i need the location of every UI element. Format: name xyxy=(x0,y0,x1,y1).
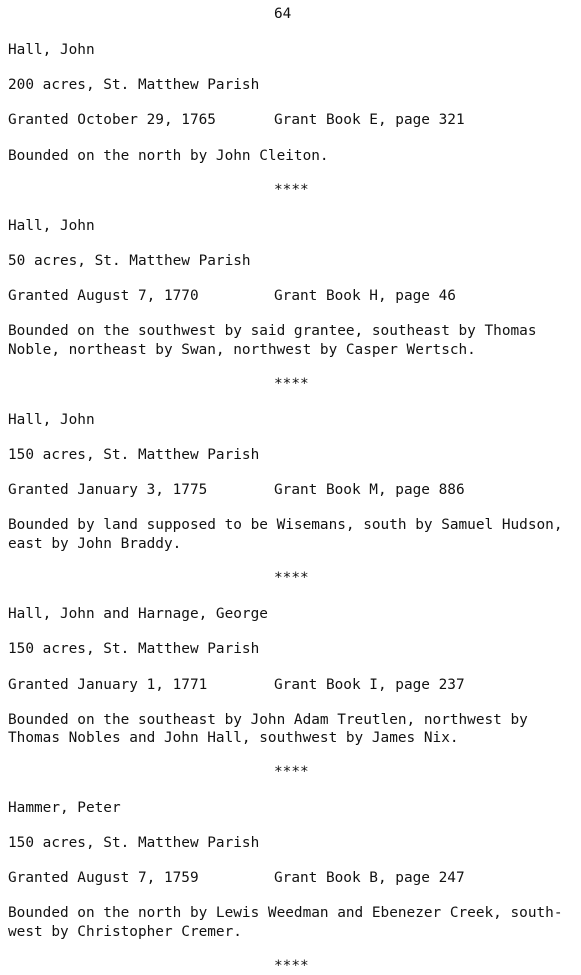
entry-acres: 200 acres, St. Matthew Parish xyxy=(8,77,260,93)
entry-grant-book: Grant Book E, page 321 xyxy=(274,112,465,128)
entry-grant-book: Grant Book M, page 886 xyxy=(274,482,465,498)
entry-bounded-line: Thomas Nobles and John Hall, southwest by James Nix. xyxy=(8,730,459,746)
entry-separator: **** xyxy=(274,570,309,586)
entry-separator: **** xyxy=(274,958,309,974)
entry-acres: 150 acres, St. Matthew Parish xyxy=(8,835,260,851)
entry-name: Hall, John xyxy=(8,412,95,428)
entry-granted: Granted October 29, 1765 xyxy=(8,112,216,128)
entry-grant-book: Grant Book H, page 46 xyxy=(274,288,456,304)
entry-bounded-line: Bounded on the north by Lewis Weedman and Ebenezer Creek, south- xyxy=(8,905,563,921)
entry-grant-book: Grant Book B, page 247 xyxy=(274,870,465,886)
entry-name: Hammer, Peter xyxy=(8,800,121,816)
entry-bounded-line: Bounded on the southwest by said grantee, southeast by Thomas xyxy=(8,323,537,339)
entry-name: Hall, John and Harnage, George xyxy=(8,606,268,622)
entry-name: Hall, John xyxy=(8,218,95,234)
entry-bounded-line: east by John Braddy. xyxy=(8,536,182,552)
entry-grant-book: Grant Book I, page 237 xyxy=(274,677,465,693)
entry-name: Hall, John xyxy=(8,42,95,58)
entry-bounded-line: Bounded on the north by John Cleiton. xyxy=(8,148,329,164)
entry-granted: Granted August 7, 1770 xyxy=(8,288,199,304)
entry-separator: **** xyxy=(274,764,309,780)
entry-bounded-line: west by Christopher Cremer. xyxy=(8,924,242,940)
entry-acres: 150 acres, St. Matthew Parish xyxy=(8,447,260,463)
entry-bounded-line: Bounded on the southeast by John Adam Treutlen, northwest by xyxy=(8,712,528,728)
entry-granted: Granted August 7, 1759 xyxy=(8,870,199,886)
entry-bounded-line: Bounded by land supposed to be Wisemans, south by Samuel Hudson, xyxy=(8,517,563,533)
entry-separator: **** xyxy=(274,376,309,392)
entry-acres: 150 acres, St. Matthew Parish xyxy=(8,641,260,657)
entry-acres: 50 acres, St. Matthew Parish xyxy=(8,253,251,269)
entry-separator: **** xyxy=(274,182,309,198)
entry-granted: Granted January 1, 1771 xyxy=(8,677,208,693)
page-number: 64 xyxy=(274,6,292,22)
entry-bounded-line: Noble, northeast by Swan, northwest by Casper Wertsch. xyxy=(8,342,476,358)
entry-granted: Granted January 3, 1775 xyxy=(8,482,208,498)
